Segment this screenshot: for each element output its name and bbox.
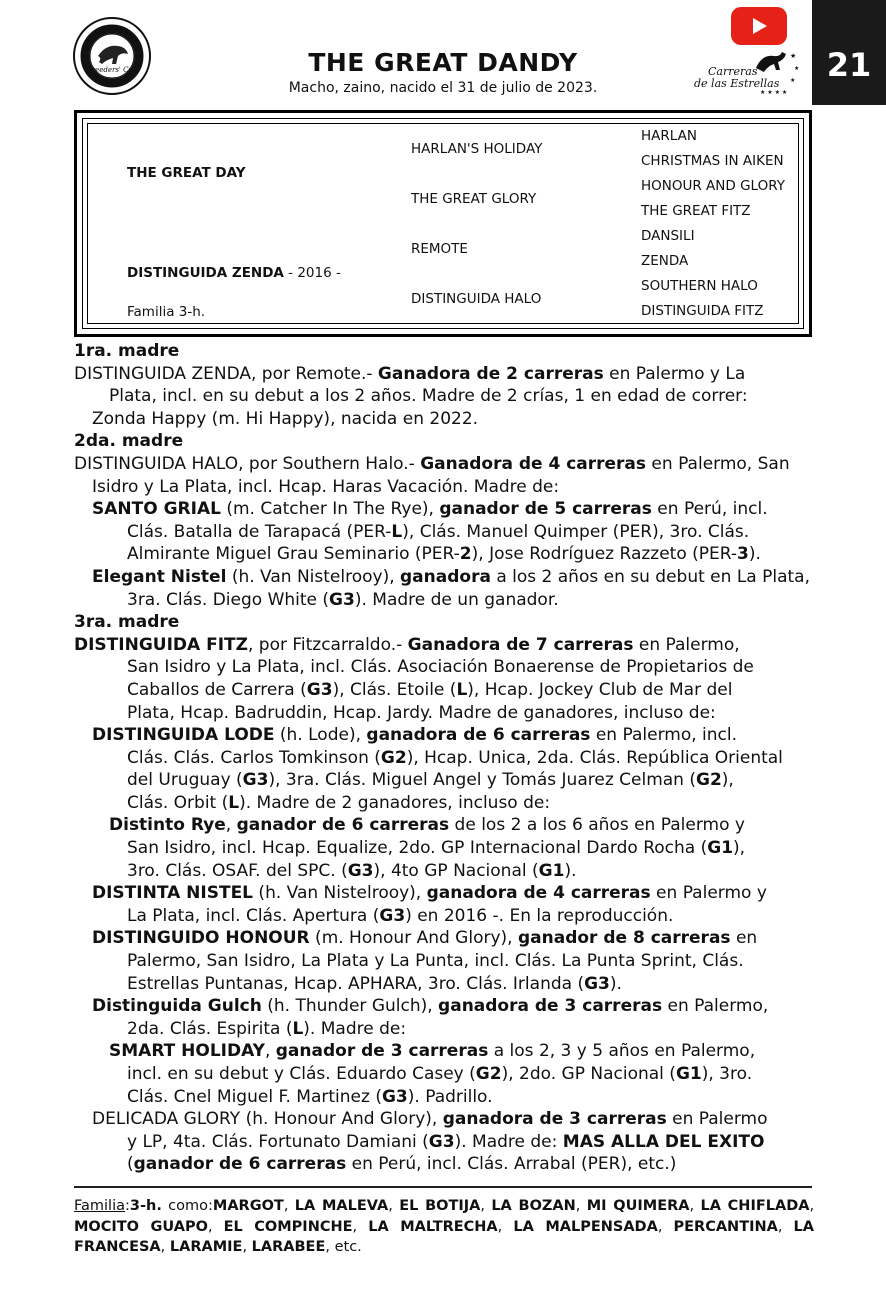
text-line: Palermo, San Isidro, La Plata y La Punta, incl. Clás. La Punta Sprint, Clás. [127, 951, 744, 972]
svg-text:Breeders' Cup: Breeders' Cup [86, 66, 138, 74]
text-line: Clás. Clás. Carlos Tomkinson (G2), Hcap. Unica, 2da. Clás. República Oriental [127, 747, 783, 768]
pedigree-g3: HONOUR AND GLORY [641, 178, 785, 194]
text-line: Distinguida Gulch (h. Thunder Gulch), ganadora de 3 carreras en Palermo, [92, 996, 769, 1017]
text-line: DISTINGUIDA ZENDA, por Remote.- Ganadora de 2 carreras en Palermo y La [74, 363, 746, 384]
text-line: Distinto Rye, ganador de 6 carreras de los 2 a los 6 años en Palermo y [109, 815, 745, 836]
pedigree-g3: THE GREAT FITZ [641, 203, 751, 219]
pedigree-g2: THE GREAT GLORY [411, 191, 537, 207]
text-line: SANTO GRIAL (m. Catcher In The Rye), ganador de 5 carreras en Perú, incl. [92, 499, 768, 520]
text-line: Estrellas Puntanas, Hcap. APHARA, 3ro. Clás. Irlanda (G3). [127, 973, 622, 994]
text-line: Caballos de Carrera (G3), Clás. Etoile (L), Hcap. Jockey Club de Mar del [127, 679, 733, 700]
text-line: Clás. Orbit (L). Madre de 2 ganadores, incluso de: [127, 792, 551, 813]
svg-text:★: ★ [790, 77, 796, 84]
pedigree-g3: HARLAN [641, 128, 697, 144]
pedigree-g3: SOUTHERN HALO [641, 278, 758, 294]
text-line: Clás. Batalla de Tarapacá (PER-L), Clás. Manuel Quimper (PER), 3ro. Clás. [127, 521, 750, 542]
text-line: San Isidro, incl. Hcap. Equalize, 2do. GP Internacional Dardo Rocha (G1), [127, 838, 746, 859]
pedigree-g2: REMOTE [411, 241, 468, 257]
text-line: Clás. Cnel Miguel F. Martinez (G3). Padrillo. [127, 1086, 493, 1107]
carreras-de-las-estrellas-logo: ★ ★ ★ ★ ★ ★ ★ Carreras de las Estrellas [694, 52, 800, 96]
text-line: 3ra. Clás. Diego White (G3). Madre de un ganador. [127, 589, 559, 610]
svg-text:★ ★ ★ ★: ★ ★ ★ ★ [760, 89, 788, 96]
text-line: DISTINGUIDA FITZ, por Fitzcarraldo.- Ganadora de 7 carreras en Palermo, [74, 634, 740, 655]
pedigree-g2: DISTINGUIDA HALO [411, 291, 542, 307]
text-line: San Isidro y La Plata, incl. Clás. Asociación Bonaerense de Propietarios de [127, 657, 754, 678]
section-heading: 2da. madre [74, 431, 184, 452]
section-heading: 3ra. madre [74, 612, 180, 633]
pedigree-g3: DISTINGUIDA FITZ [641, 303, 764, 319]
svg-text:★: ★ [794, 65, 800, 72]
pedigree-g3: ZENDA [641, 253, 689, 269]
text-line: Almirante Miguel Grau Seminario (PER-2), Jose Rodríguez Razzeto (PER-3). [127, 544, 761, 565]
section-heading: 1ra. madre [74, 341, 180, 361]
text-line: DISTINGUIDO HONOUR (m. Honour And Glory), ganador de 8 carreras en [92, 928, 758, 949]
family-footer: Familia:3-h. como:MARGOT, LA MALEVA, EL BOTIJA, LA BOZAN, MI QUIMERA, LA CHIFLADA, MOCITO GUAPO, EL COMPINCHE, LA MALTRECHA, LA MALPENSADA, PERCANTINA, LA FRANCESA, LARAMIE, LARABEE, etc. [74, 1198, 815, 1255]
text-line: DISTINGUIDA LODE (h. Lode), ganadora de 6 carreras en Palermo, incl. [92, 725, 737, 746]
text-line: y LP, 4ta. Clás. Fortunato Damiani (G3). Madre de: MAS ALLA DEL EXITO [127, 1131, 765, 1152]
text-line: Elegant Nistel (h. Van Nistelrooy), ganadora a los 2 años en su debut en La Plata, [92, 566, 810, 587]
text-line: (ganador de 6 carreras en Perú, incl. Clás. Arrabal (PER), etc.) [127, 1154, 677, 1175]
page-title: THE GREAT DANDY [308, 48, 578, 77]
pedigree-family: Familia 3-h. [127, 304, 206, 320]
text-line: Zonda Happy (m. Hi Happy), nacida en 2022. [92, 408, 479, 429]
entry-number: 21 [812, 0, 886, 105]
svg-text:★: ★ [790, 52, 797, 60]
text-line: 3ro. Clás. OSAF. del SPC. (G3), 4to GP Nacional (G1). [127, 860, 577, 881]
text-line: Plata, incl. en su debut a los 2 años. Madre de 2 crías, 1 en edad de correr: [109, 386, 748, 407]
text-line: Isidro y La Plata, incl. Hcap. Haras Vacación. Madre de: [92, 476, 560, 497]
text-line: DISTINGUIDA HALO, por Southern Halo.- Ganadora de 4 carreras en Palermo, San [74, 453, 790, 474]
pedigree-g2: HARLAN'S HOLIDAY [411, 141, 543, 157]
pedigree-dam: DISTINGUIDA ZENDA - 2016 - [127, 265, 341, 281]
produce-record [74, 340, 814, 1176]
text-line: SMART HOLIDAY, ganador de 3 carreras a los 2, 3 y 5 años en Palermo, [109, 1041, 756, 1062]
text-line: DISTINTA NISTEL (h. Van Nistelrooy), ganadora de 4 carreras en Palermo y [92, 883, 767, 904]
text-line: incl. en su debut y Clás. Eduardo Casey (G2), 2do. GP Nacional (G1), 3ro. [127, 1064, 753, 1084]
text-line: del Uruguay (G3), 3ra. Clás. Miguel Angel y Tomás Juarez Celman (G2), [127, 770, 734, 791]
youtube-play-icon[interactable] [731, 7, 787, 45]
page-subtitle: Macho, zaino, nacido el 31 de julio de 2023. [288, 80, 598, 96]
text-line: 2da. Clás. Espirita (L). Madre de: [127, 1018, 407, 1039]
pedigree-g3: CHRISTMAS IN AIKEN [641, 153, 784, 169]
divider [74, 1186, 812, 1188]
text-line: Plata, Hcap. Badruddin, Hcap. Jardy. Madre de ganadores, incluso de: [127, 702, 716, 723]
pedigree-sire: THE GREAT DAY [127, 165, 246, 181]
text-line: DELICADA GLORY (h. Honour And Glory), ganadora de 3 carreras en Palermo [92, 1109, 768, 1130]
pedigree-g3: DANSILI [641, 228, 695, 244]
text-line: La Plata, incl. Clás. Apertura (G3) en 2016 -. En la reproducción. [127, 905, 674, 926]
